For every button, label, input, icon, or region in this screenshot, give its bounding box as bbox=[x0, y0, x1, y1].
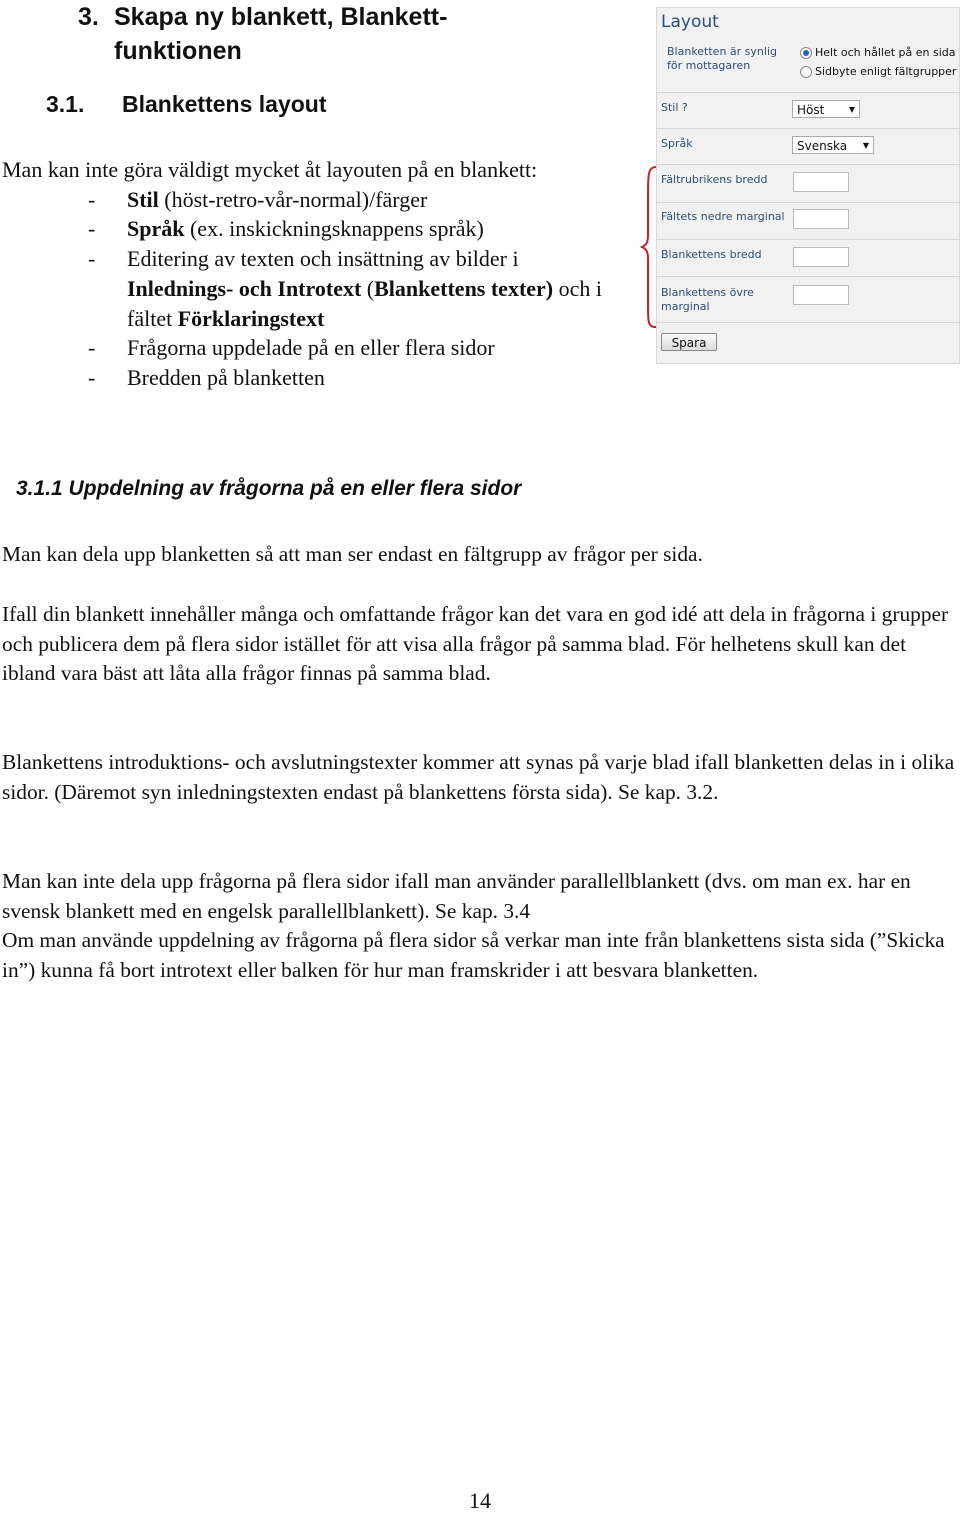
divider bbox=[657, 322, 959, 323]
divider bbox=[657, 276, 959, 277]
paragraph: Man kan dela upp blanketten så att man ser endast en fältgrupp av frågor per sida. bbox=[2, 542, 703, 566]
layout-settings-panel bbox=[656, 7, 960, 364]
paragraph: Blankettens introduktions- och avslutningstexter kommer att synas på varje blad ifall blanketten delas in i olika sidor. (Däremot syn inledningstexten endast på blankettens första sida). Se kap. 3.2. bbox=[2, 750, 955, 804]
list-item: - Editering av texten och insättning av bilder i Inlednings- och Introtext (Blankettens texter) och i fältet Förklaringstext bbox=[88, 246, 603, 331]
field-label-width-input[interactable] bbox=[793, 172, 849, 192]
chevron-down-icon: ▼ bbox=[848, 105, 855, 114]
brace-annotation bbox=[640, 165, 660, 330]
radio-one-page[interactable] bbox=[800, 47, 812, 59]
intro-block bbox=[2, 155, 622, 393]
divider bbox=[657, 164, 959, 165]
list-item: - Språk (ex. inskickningsknappens språk) bbox=[88, 216, 484, 242]
radio-one-page-label: Helt och hållet på en sida bbox=[815, 46, 956, 59]
form-top-margin-label: Blankettens övre marginal bbox=[661, 286, 754, 313]
field-label-width: Fältrubrikens bredd bbox=[661, 173, 768, 186]
divider bbox=[657, 92, 959, 93]
style-select[interactable]: Höst ▼ bbox=[792, 100, 860, 118]
list-item: - Frågorna uppdelade på en eller flera sidor bbox=[88, 335, 495, 361]
intro-lead: Man kan inte göra väldigt mycket åt layouten på en blankett: bbox=[2, 157, 538, 182]
radio-page-break-label: Sidbyte enligt fältgrupper bbox=[815, 65, 957, 78]
chapter-title-line2: funktionen bbox=[114, 37, 242, 65]
save-button[interactable]: Spara bbox=[661, 333, 717, 351]
section-heading bbox=[46, 88, 327, 120]
section-title: Blankettens layout bbox=[122, 91, 327, 117]
paragraph: Ifall din blankett innehåller många och omfattande frågor kan det vara en god idé att dela in frågorna i grupper och publicera dem på flera sidor istället för att visa alla frågor på samma blad. För helhetens skull kan det ibland vara bäst att låta alla frågor finnas på samma blad. bbox=[2, 602, 949, 686]
page-number: 14 bbox=[469, 1488, 491, 1513]
list-item: - Bredden på blanketten bbox=[88, 364, 325, 390]
visibility-label: Blanketten är synlig för mottagaren bbox=[667, 45, 777, 72]
panel-title: Layout bbox=[661, 12, 719, 32]
chapter-title-line1: Skapa ny blankett, Blankett- bbox=[114, 3, 448, 31]
form-width-input[interactable] bbox=[793, 247, 849, 267]
list-item: - Stil (höst-retro-vår-normal)/färger bbox=[88, 186, 428, 212]
chevron-down-icon: ▼ bbox=[862, 141, 869, 150]
divider bbox=[657, 202, 959, 203]
paragraph-part: Man kan inte dela upp frågorna på flera sidor ifall man använder parallellblankett (dvs. om man ex. har en svensk blankett med en engelsk parallellblankett). Se kap. 3.4 bbox=[2, 869, 911, 923]
chapter-heading bbox=[78, 0, 447, 68]
paragraph bbox=[2, 867, 957, 986]
divider bbox=[657, 128, 959, 129]
language-select[interactable]: Svenska ▼ bbox=[792, 136, 874, 154]
form-top-margin-input[interactable] bbox=[793, 285, 849, 305]
divider bbox=[657, 239, 959, 240]
chapter-number: 3. bbox=[78, 3, 99, 31]
language-label: Språk bbox=[661, 137, 693, 150]
radio-page-break[interactable] bbox=[800, 66, 812, 78]
field-bottom-margin-label: Fältets nedre marginal bbox=[661, 210, 785, 223]
style-label: Stil ? bbox=[661, 101, 688, 114]
paragraph-part: Om man använde uppdelning av frågorna på flera sidor så verkar man inte från blankettens sista sida (”Skicka in”) kunna få bort introtext eller balken för hur man framskrider i att besvara blanketten. bbox=[2, 928, 945, 983]
field-bottom-margin-input[interactable] bbox=[793, 209, 849, 229]
section-number: 3.1. bbox=[46, 91, 85, 117]
form-width-label: Blankettens bredd bbox=[661, 248, 762, 261]
subsection-heading: 3.1.1 Uppdelning av frågorna på en eller flera sidor bbox=[16, 477, 522, 500]
